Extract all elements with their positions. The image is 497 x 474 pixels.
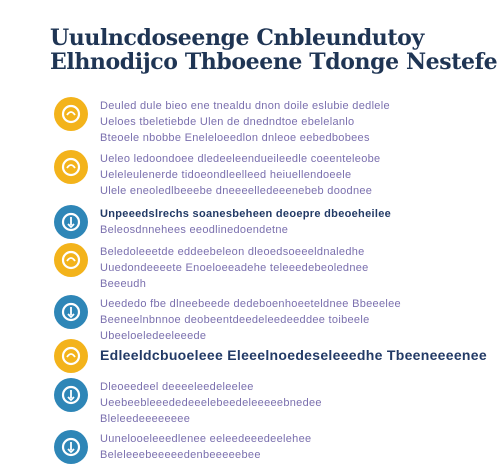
item-text-line [100,258,440,274]
item-text-line [100,393,440,409]
item-text-content: Ueloes tbeletiebde Ulen de dnedndtoe ebelelanlo [100,116,355,128]
item-text [100,149,440,197]
item-text-line [100,429,440,445]
item-text-line [100,165,440,181]
item-text-line [100,347,487,363]
blue-ring-icon [54,205,88,239]
item-text-content: Ueleo ledoondoee dledeeleendueileedle coeenteleobe [100,153,381,165]
item-text-line [100,220,440,236]
item-text-content: Ueleleulenerde tidoeondleelleed heiuellendoeele [100,169,352,181]
item-text-content: Unpeeedslrechs soanesbeheen deoepre dbeoeheilee [100,208,392,220]
item-text [100,429,440,461]
item-text-content: Ueededo fbe dlneebeede dedeboenhoeeteldnee Bbeeelee [100,298,401,310]
item-text-line [100,181,440,197]
item-text [100,242,440,290]
orange-ring-icon [54,243,88,277]
item-text-line [100,96,440,112]
page-title-line-2: Elhnodijco Thboeene Tdonge Nestefe [50,49,497,75]
blue-ring-icon [54,295,88,329]
orange-ring-icon [54,150,88,184]
item-text-content: Beledoleeetde eddeebeleon dleoedsoeeeldnaledhe [100,246,365,258]
item-text-content: Beeeudh [100,278,147,290]
item-text-line [100,409,440,425]
item-text-line [100,377,440,393]
item-text-line [100,294,440,310]
page-title-line-1: Uuulncdoseenge Cnbleundutoy [50,25,424,51]
item-text-line [100,204,440,220]
item-text-line [100,149,440,165]
item-text-content: Bleleedeeeeeeee [100,413,191,425]
item-text-content: Uunelooeleeedlenee eeleedeeedeelehee [100,433,312,445]
item-text [100,294,440,342]
item-text-content: Bteoele nbobbe Eneleloeedlon dnleoe eebedbobees [100,132,370,144]
orange-ring-icon [54,339,88,373]
item-text-content: Beeneelnbnnoe deobeentdeedeleedeeddee toibeele [100,314,370,326]
item-text-content: Ueebeebleeededeeelebeedeleeeeebnedee [100,397,322,409]
item-text [100,96,440,144]
item-text-line [100,445,440,461]
item-text [100,377,440,425]
item-text-content: Ubeeloeledeeleeede [100,330,207,342]
blue-ring-icon [54,378,88,412]
item-text-content: Deuled dule bieo ene tnealdu dnon doile eslubie dedlele [100,100,390,112]
item-text-line [100,326,440,342]
item-text-line [100,128,440,144]
item-text-content: Edleeldcbuoeleee Eleeelnoedeseleeedhe Tbeeneeeenee [100,347,487,363]
item-text-line [100,112,440,128]
orange-ring-icon [54,97,88,131]
item-text-content: Ulele eneoledlbeeebe dneeeelledeeenebeb doodnee [100,185,373,197]
item-text-content: Beleleeebeeeeedenbeeeeebee [100,449,261,461]
item-text-line [100,274,440,290]
item-text-content: Beleosdnnehees eeodlinedoendetne [100,224,289,236]
item-text-content: Dleoeedeel deeeeleedeleelee [100,381,254,393]
item-text-line [100,310,440,326]
item-text [100,204,440,236]
item-text [100,347,487,366]
blue-ring-icon [54,430,88,464]
item-text-content: Uuedondeeeete Enoeloeeadehe teleeedebeolednee [100,262,369,274]
item-text-line [100,242,440,258]
